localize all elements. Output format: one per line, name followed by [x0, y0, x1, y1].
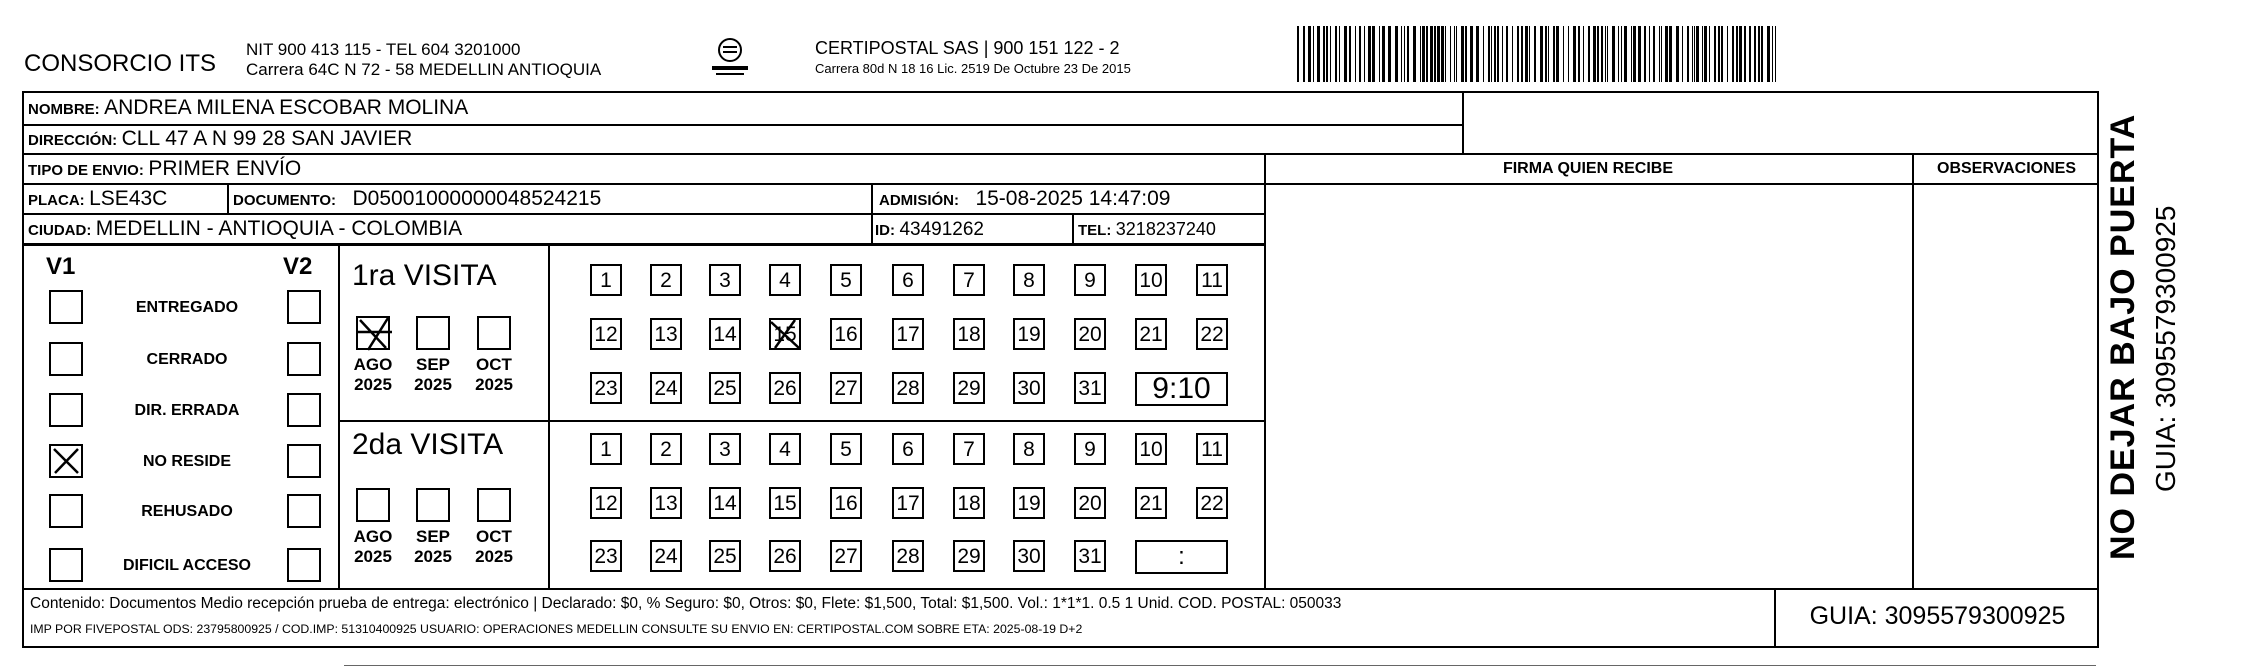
status-label: NO RESIDE	[142, 453, 231, 470]
day-box[interactable]: 2	[650, 433, 682, 465]
month-checkbox[interactable]	[416, 488, 450, 522]
day-box[interactable]: 27	[830, 540, 862, 572]
city-label: CIUDAD:	[28, 222, 92, 239]
year-label: 2025	[475, 547, 513, 566]
city: MEDELLIN - ANTIOQUIA - COLOMBIA	[95, 217, 463, 240]
ship-type-label: TIPO DE ENVIO:	[28, 162, 144, 179]
day-box[interactable]: 3	[709, 433, 741, 465]
day-box[interactable]: 16	[830, 487, 862, 519]
admission-row	[879, 187, 1170, 211]
day-box[interactable]: 9	[1074, 433, 1106, 465]
day-box[interactable]: 25	[709, 372, 741, 404]
footer-guia: GUIA: 3095579300925	[1809, 602, 2066, 630]
tel-row	[1078, 219, 1216, 240]
day-box[interactable]: 18	[953, 318, 985, 350]
visit2-title: 2da VISITA	[352, 428, 504, 461]
carrier-logo-icon	[708, 36, 752, 80]
status-label: DIFICIL ACCESO	[122, 557, 251, 574]
day-box[interactable]: 29	[953, 372, 985, 404]
day-box[interactable]: 3	[709, 264, 741, 296]
day-box[interactable]: 16	[830, 318, 862, 350]
v2-checkbox[interactable]	[287, 444, 321, 478]
company-address: Carrera 64C N 72 - 58 MEDELLIN ANTIOQUIA	[246, 60, 602, 79]
month-label: SEP	[415, 527, 451, 546]
day-box[interactable]: 10	[1135, 433, 1167, 465]
year-label: 2025	[414, 547, 452, 566]
v1-checkbox[interactable]	[49, 444, 83, 478]
day-box[interactable]: 4	[769, 433, 801, 465]
day-box[interactable]: 23	[590, 372, 622, 404]
check-mark-icon	[51, 446, 81, 476]
v1-checkbox[interactable]	[49, 393, 83, 427]
footer-imp: IMP POR FIVEPOSTAL ODS: 23795800925 / COD.IMP: 51310400925 USUARIO: OPERACIONES MEDELLIN CONSULTE SU ENVIO EN: CERTIPOSTAL.COM SOBRE ETA: 2025-08-19 D+2	[30, 622, 1083, 636]
day-box[interactable]: 7	[953, 264, 985, 296]
status-label: REHUSADO	[141, 503, 233, 520]
carrier-logo	[708, 36, 752, 80]
year-label: 2025	[354, 375, 392, 394]
ship-type: PRIMER ENVÍO	[148, 157, 302, 180]
company-nit: NIT 900 413 115 - TEL 604 3201000	[246, 40, 521, 59]
day-box[interactable]: 8	[1013, 433, 1045, 465]
day-box[interactable]: 17	[892, 318, 924, 350]
day-box[interactable]: 14	[709, 487, 741, 519]
tel-label: TEL:	[1078, 222, 1112, 239]
day-box[interactable]: 28	[892, 372, 924, 404]
plate-label: PLACA:	[28, 192, 85, 209]
month-label: OCT	[476, 355, 512, 374]
day-box[interactable]: 1	[590, 264, 622, 296]
day-box[interactable]: 6	[892, 433, 924, 465]
v1-checkbox[interactable]	[49, 342, 83, 376]
month-label: SEP	[415, 355, 451, 374]
carrier-name: CERTIPOSTAL SAS | 900 151 122 - 2	[815, 38, 1120, 58]
month-label: OCT	[476, 527, 512, 546]
time-field[interactable]: 9:10	[1135, 372, 1228, 406]
day-box[interactable]: 7	[953, 433, 985, 465]
id-number: 43491262	[899, 219, 984, 240]
day-box[interactable]: 25	[709, 540, 741, 572]
day-box[interactable]: 12	[590, 487, 622, 519]
day-box[interactable]: 26	[769, 540, 801, 572]
v2-label: V2	[283, 253, 313, 280]
v1-checkbox[interactable]	[49, 548, 83, 582]
day-box[interactable]: 5	[830, 264, 862, 296]
side-guia: GUIA: 3095579300925	[2150, 205, 2181, 492]
day-box[interactable]: 22	[1196, 318, 1228, 350]
time-field[interactable]: :	[1135, 540, 1228, 574]
ship-type-row	[28, 157, 301, 181]
day-box[interactable]: 1	[590, 433, 622, 465]
month-label: AGO	[353, 527, 393, 546]
year-label: 2025	[475, 375, 513, 394]
day-box[interactable]: 31	[1074, 372, 1106, 404]
v1-checkbox[interactable]	[49, 290, 83, 324]
admission-label: ADMISIÓN:	[879, 192, 959, 209]
day-box[interactable]: 31	[1074, 540, 1106, 572]
day-box[interactable]: 28	[892, 540, 924, 572]
v2-checkbox[interactable]	[287, 342, 321, 376]
barcode	[1297, 26, 1781, 82]
address-row	[28, 127, 412, 151]
day-box[interactable]: 8	[1013, 264, 1045, 296]
day-box[interactable]: 11	[1196, 264, 1228, 296]
month-checkbox[interactable]	[477, 316, 511, 350]
recipient-address: CLL 47 A N 99 28 SAN JAVIER	[121, 127, 413, 150]
month-checkbox[interactable]	[477, 488, 511, 522]
day-box[interactable]: 17	[892, 487, 924, 519]
day-box[interactable]: 4	[769, 264, 801, 296]
day-box[interactable]: 24	[650, 372, 682, 404]
month-checkbox[interactable]	[416, 316, 450, 350]
id-row	[875, 219, 984, 241]
v1-label: V1	[46, 253, 76, 280]
footer-content: Contenido: Documentos Medio recepción prueba de entrega: electrónico | Declarado: $0, % Seguro: $0, Otros: $0, Flete: $1,500, Total: $1,500. Vol.: 1*1*1. 0.5 1 Unid. COD. POSTAL: 050033	[30, 595, 1342, 612]
plate: LSE43C	[89, 187, 168, 210]
address-label: DIRECCIÓN:	[28, 132, 118, 149]
day-box[interactable]: 20	[1074, 487, 1106, 519]
name-label: NOMBRE:	[28, 101, 100, 118]
city-row	[28, 217, 462, 241]
day-box[interactable]: 13	[650, 318, 682, 350]
day-box[interactable]: 13	[650, 487, 682, 519]
name-row	[28, 96, 468, 120]
day-box[interactable]: 23	[590, 540, 622, 572]
v2-checkbox[interactable]	[287, 393, 321, 427]
check-mark-icon	[352, 310, 396, 354]
day-box[interactable]: 30	[1013, 372, 1045, 404]
year-label: 2025	[354, 547, 392, 566]
v2-checkbox[interactable]	[287, 548, 321, 582]
barcode-icon	[1297, 26, 1781, 82]
day-box[interactable]: 21	[1135, 318, 1167, 350]
visit1-title: 1ra VISITA	[352, 259, 497, 292]
day-box[interactable]: 27	[830, 372, 862, 404]
day-box[interactable]: 14	[709, 318, 741, 350]
v2-checkbox[interactable]	[287, 494, 321, 528]
day-box[interactable]: 20	[1074, 318, 1106, 350]
day-box[interactable]: 5	[830, 433, 862, 465]
month-checkbox[interactable]	[356, 316, 390, 350]
day-box[interactable]: 29	[953, 540, 985, 572]
day-box[interactable]: 2	[650, 264, 682, 296]
document-row	[233, 187, 601, 211]
document: D05001000000048524215	[352, 187, 602, 210]
check-mark-icon	[765, 314, 805, 359]
month-checkbox[interactable]	[356, 488, 390, 522]
status-label: DIR. ERRADA	[134, 402, 240, 419]
day-box[interactable]: 19	[1013, 487, 1045, 519]
day-box[interactable]: 22	[1196, 487, 1228, 519]
status-label: ENTREGADO	[135, 299, 239, 316]
day-box[interactable]: 18	[953, 487, 985, 519]
id-label: ID:	[875, 222, 895, 239]
day-box[interactable]: 15	[769, 318, 801, 350]
day-box[interactable]: 11	[1196, 433, 1228, 465]
recipient-name: ANDREA MILENA ESCOBAR MOLINA	[104, 96, 469, 119]
day-box[interactable]: 30	[1013, 540, 1045, 572]
status-label: CERRADO	[146, 351, 228, 368]
side-warning: NO DEJAR BAJO PUERTA	[2104, 113, 2142, 560]
day-box[interactable]: 15	[769, 487, 801, 519]
year-label: 2025	[414, 375, 452, 394]
month-label: AGO	[353, 355, 393, 374]
v2-checkbox[interactable]	[287, 290, 321, 324]
day-box[interactable]: 19	[1013, 318, 1045, 350]
day-box[interactable]: 10	[1135, 264, 1167, 296]
document-label: DOCUMENTO:	[233, 192, 337, 209]
observations-header: OBSERVACIONES	[1937, 160, 2076, 177]
day-box[interactable]: 24	[650, 540, 682, 572]
carrier-address: Carrera 80d N 18 16 Lic. 2519 De Octubre 23 De 2015	[815, 61, 1131, 76]
day-box[interactable]: 6	[892, 264, 924, 296]
v1-checkbox[interactable]	[49, 494, 83, 528]
signature-header: FIRMA QUIEN RECIBE	[1502, 160, 1674, 177]
day-box[interactable]: 9	[1074, 264, 1106, 296]
day-box[interactable]: 26	[769, 372, 801, 404]
day-box[interactable]: 21	[1135, 487, 1167, 519]
plate-row	[28, 187, 167, 211]
tel-number: 3218237240	[1115, 219, 1216, 239]
admission: 15-08-2025 14:47:09	[975, 187, 1171, 210]
day-box[interactable]: 12	[590, 318, 622, 350]
company-name: CONSORCIO ITS	[24, 50, 217, 77]
